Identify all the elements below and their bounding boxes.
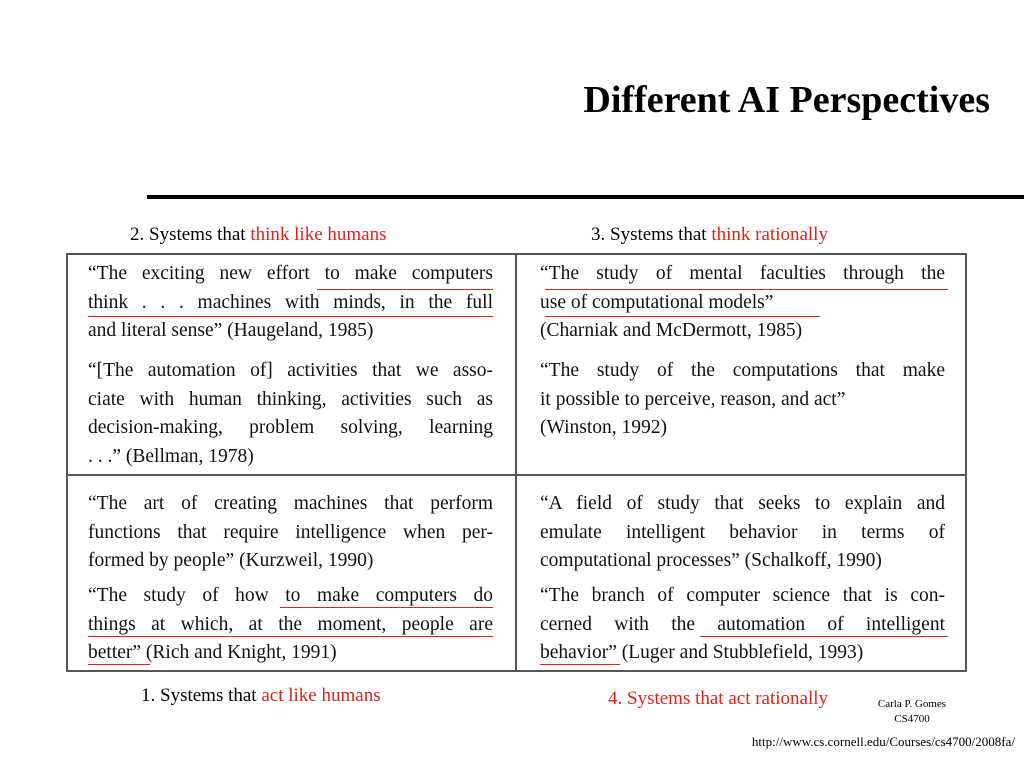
heading-highlight: think like humans	[250, 224, 387, 245]
slide-title: Different AI Perspectives	[583, 79, 990, 121]
quote-kurzweil	[88, 490, 493, 576]
red-underline	[700, 636, 948, 637]
red-underline	[317, 289, 493, 290]
quote-line: “The study of how to make computers do	[88, 585, 493, 606]
course-code: CS4700	[894, 713, 930, 725]
heading-act-like-humans	[141, 685, 381, 707]
author-name: Carla P. Gomes	[877, 698, 947, 710]
quote-line: decision-making, problem solving, learning	[88, 417, 493, 438]
quote-line: functions that require intelligence when per-	[88, 521, 493, 543]
quote-winston	[540, 357, 945, 443]
quote-luger	[540, 582, 945, 668]
red-underline	[540, 664, 620, 665]
quote-charniak	[540, 260, 945, 346]
quote-line: . . .” (Bellman, 1978)	[88, 445, 254, 467]
quote-line: behavior” (Luger and Stubblefield, 1993)	[540, 642, 864, 663]
quote-line: use of computational models”	[540, 291, 774, 313]
quote-line: cerned with the automation of intelligent	[540, 613, 945, 635]
heading-prefix: 2. Systems that	[130, 224, 251, 245]
quote-line: “The study of mental faculties through the	[540, 263, 945, 284]
heading-act-rationally: 4. Systems that act rationally	[608, 688, 829, 709]
red-underline	[545, 316, 820, 317]
quote-bellman	[88, 357, 493, 471]
heading-prefix: 1. Systems that	[141, 685, 262, 706]
quote-line: think . . . machines with minds, in the full	[88, 291, 493, 313]
course-url[interactable]: http://www.cs.cornell.edu/Courses/cs4700/2008fa/	[751, 734, 1015, 749]
title-rule	[147, 195, 1024, 199]
author-credit	[862, 697, 962, 727]
quote-line: things at which, at the moment, people are	[88, 613, 493, 635]
quote-line: better” (Rich and Knight, 1991)	[88, 642, 337, 663]
quote-line: it possible to perceive, reason, and act”	[540, 388, 846, 410]
heading-highlight: think rationally	[711, 224, 828, 245]
quote-rich-knight	[88, 582, 493, 668]
heading-highlight: act like humans	[261, 685, 381, 706]
quote-line: “The branch of computer science that is con-	[540, 585, 945, 606]
red-underline	[545, 289, 948, 290]
red-underline	[88, 664, 150, 665]
quote-haugeland	[88, 260, 493, 346]
quote-schalkoff	[540, 490, 945, 576]
quote-line: “[The automation of] activities that we asso-	[88, 360, 493, 381]
quote-line: formed by people” (Kurzweil, 1990)	[88, 550, 374, 571]
quote-line: and literal sense” (Haugeland, 1985)	[88, 320, 374, 341]
quote-line: emulate intelligent behavior in terms of	[540, 521, 945, 543]
quote-line: “The exciting new effort to make computers	[88, 263, 493, 284]
quote-line: (Charniak and McDermott, 1985)	[540, 320, 803, 341]
quote-line: ciate with human thinking, activities such as	[88, 388, 493, 410]
red-underline	[280, 607, 493, 608]
grid-vertical-divider	[515, 253, 517, 672]
quote-line: (Winston, 1992)	[540, 417, 668, 438]
quote-line: “The art of creating machines that perform	[88, 493, 493, 514]
red-underline	[88, 636, 493, 637]
heading-think-like-humans	[130, 224, 387, 246]
heading-prefix: 3. Systems that	[591, 224, 712, 245]
grid-horizontal-divider	[66, 474, 967, 476]
quote-line: “A field of study that seeks to explain and	[540, 493, 945, 514]
quote-line: “The study of the computations that make	[540, 360, 945, 381]
heading-think-rationally	[591, 224, 828, 246]
red-underline	[88, 316, 493, 317]
quote-line: computational processes” (Schalkoff, 1990)	[540, 550, 882, 571]
